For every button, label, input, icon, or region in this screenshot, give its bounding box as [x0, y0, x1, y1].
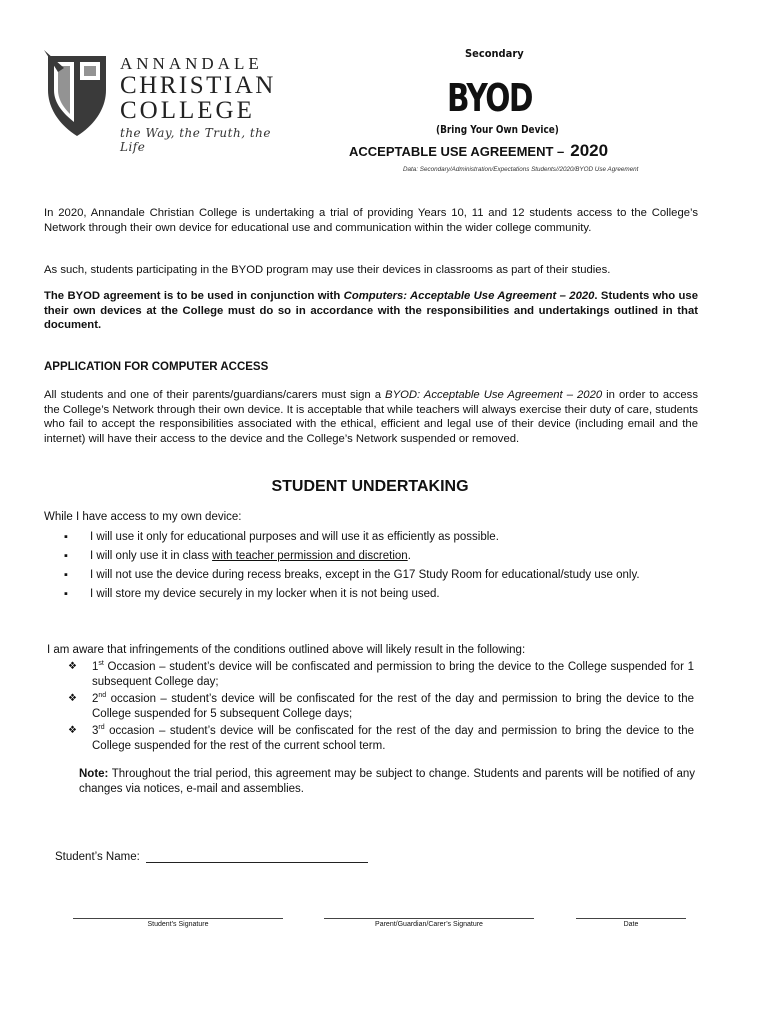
consequences-list	[68, 660, 694, 756]
consequence-2-num: 2	[92, 693, 99, 705]
date-block	[576, 913, 686, 928]
college-crest-icon	[44, 50, 110, 140]
parent-signature-label: Parent/Guardian/Carer’s Signature	[375, 921, 483, 928]
consequence-3-num: 3	[92, 725, 99, 737]
student-signature-block	[73, 913, 283, 928]
undertaking-item-4: ▪ I will store my device securely in my locker when it is not being used.	[62, 587, 642, 602]
undertaking-list	[62, 530, 642, 606]
intro-p3-end: . Students who use their own devices at the College must do so in accordance with the responsibilities and undertakings outlined in that document.	[44, 290, 699, 331]
header-title: BYOD	[447, 76, 532, 120]
header-subtitle: (Bring Your Own Device)	[436, 124, 559, 136]
undertaking-item-2-underline: with teacher permission and discretion	[212, 550, 408, 562]
agreement-heading-text: ACCEPTABLE USE AGREEMENT –	[349, 144, 565, 159]
intro-p3-italic: Computers: Acceptable Use Agreement – 2020	[343, 290, 595, 302]
application-p-end: in order to access the College’s Network through their own device. It is acceptable that while teachers will always exercise their duty of care, students who fail to accept the responsibilities associated with the ethical, efficient and legal use of their device (including email and the internet) will have their access to the device and the College’s Network suspended or removed.	[44, 389, 698, 445]
date-line[interactable]	[576, 913, 686, 919]
consequence-2-text: occasion – student’s device will be confiscated for the rest of the day and permission to bring the device to the College suspended for 5 subsequent College days;	[92, 693, 694, 720]
consequence-2-sup: nd	[98, 692, 107, 700]
note-paragraph	[79, 767, 695, 796]
intro-paragraph-2: As such, students participating in the BYOD program may use their devices in classrooms as part of their studies.	[44, 264, 611, 276]
consequence-3-sup: rd	[98, 724, 105, 732]
consequence-1-text: Occasion – student’s device will be confiscated and permission to bring the device to the College suspended for 1 subsequent College day;	[92, 661, 694, 688]
agreement-year: 2020	[570, 141, 609, 160]
logo-tagline: the Way, the Truth, the Life	[120, 126, 271, 154]
undertaking-item-1: ▪ I will use it only for educational purposes and will use it as efficiently as possible.	[62, 530, 642, 545]
parent-signature-line[interactable]	[324, 913, 534, 919]
logo-line-1: ANNANDALE	[120, 54, 263, 73]
date-label: Date	[623, 921, 639, 928]
consequence-3	[68, 724, 694, 753]
undertaking-heading: STUDENT UNDERTAKING	[271, 478, 469, 495]
application-paragraph	[44, 388, 698, 446]
undertaking-item-2	[62, 549, 642, 564]
note-label: Note:	[79, 768, 109, 780]
logo-line-2: CHRISTIAN	[120, 72, 276, 99]
application-p-italic: BYOD: Acceptable Use Agreement – 2020	[385, 389, 603, 401]
consequence-1-sup: st	[98, 660, 104, 668]
intro-paragraph-3	[44, 289, 698, 333]
consequence-1-num: 1	[92, 661, 99, 673]
logo-line-3: COLLEGE	[120, 97, 255, 124]
student-signature-line[interactable]	[73, 913, 283, 919]
undertaking-item-2-start: I will only use it in class	[90, 550, 213, 562]
consequences-intro: I am aware that infringements of the conditions outlined above will likely result in the following:	[47, 644, 526, 656]
student-name-label: Student’s Name:	[55, 851, 140, 863]
undertaking-intro: While I have access to my own device:	[44, 511, 242, 523]
header-secondary: Secondary	[465, 47, 524, 60]
application-heading: APPLICATION FOR COMPUTER ACCESS	[44, 361, 269, 373]
intro-p3-start: The BYOD agreement is to be used in conjunction with	[44, 290, 344, 302]
student-signature-label: Student’s Signature	[147, 921, 209, 928]
intro-paragraph-1: In 2020, Annandale Christian College is undertaking a trial of providing Years 10, 11 and 12 students access to the College’s Network through their own device for educational use and communication within the wider college community.	[44, 207, 698, 234]
consequence-1	[68, 660, 694, 689]
college-logo	[44, 50, 294, 154]
application-p-start: All students and one of their parents/guardians/carers must sign a	[44, 389, 386, 401]
student-name-field[interactable]	[146, 851, 368, 863]
data-path: Data: Secondary/Administration/Expectations Students//2020/BYOD Use Agreement	[403, 166, 639, 173]
agreement-heading	[349, 141, 608, 161]
undertaking-item-3: ▪ I will not use the device during recess breaks, except in the G17 Study Room for educational/study use only.	[62, 568, 642, 583]
note-text: Throughout the trial period, this agreement may be subject to change. Students and parents will be notified of any changes via notices, e-mail and assemblies.	[79, 768, 695, 795]
parent-signature-block	[324, 913, 534, 928]
student-name-row	[55, 851, 368, 863]
undertaking-item-2-end: .	[407, 550, 411, 562]
consequence-2	[68, 692, 694, 721]
consequence-3-text: occasion – student’s device will be confiscated for the rest of the day and permission to bring the device to the College suspended for the rest of the current school term.	[92, 725, 694, 752]
